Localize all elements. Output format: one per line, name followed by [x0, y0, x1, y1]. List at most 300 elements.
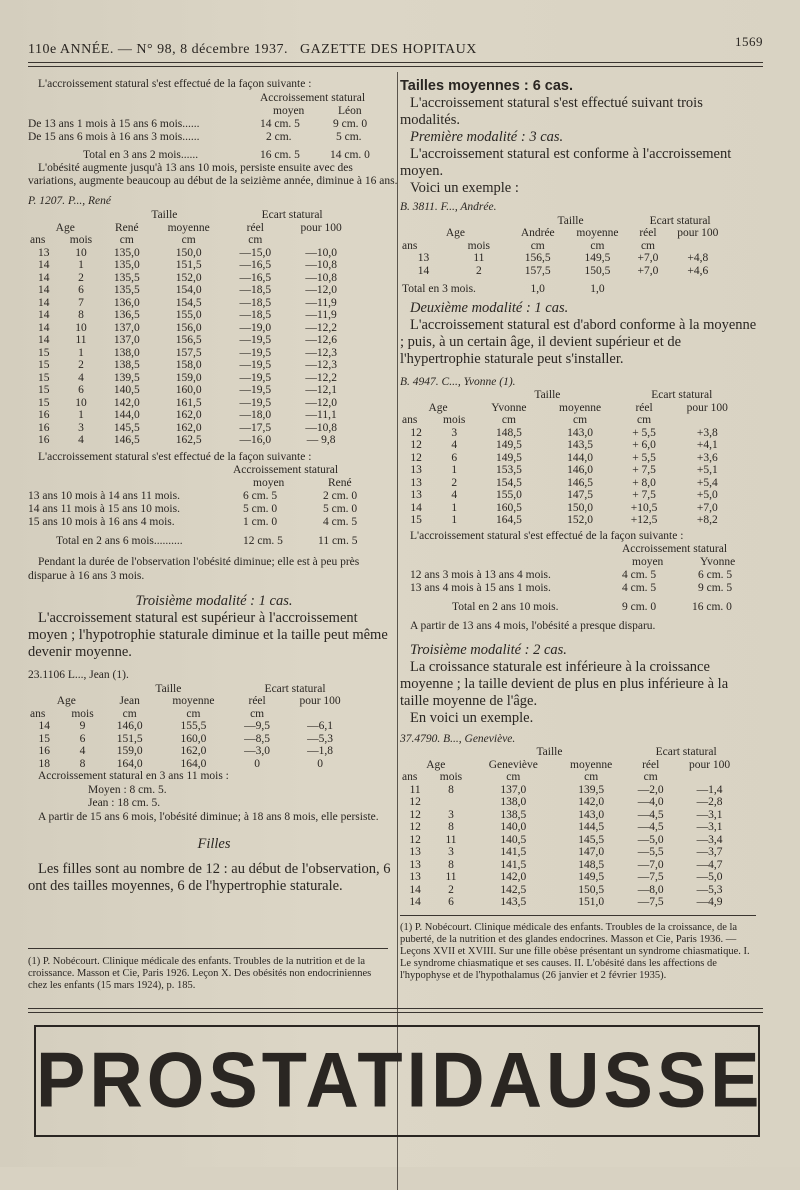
table-cell: —18,5	[239, 296, 272, 309]
table-cell: 137,0	[500, 783, 527, 796]
table-header: pour 100	[688, 758, 731, 771]
table-cell: 2 cm. 0	[323, 490, 358, 502]
section-title: Première modalité : 3 cas.	[410, 129, 564, 145]
table-row	[400, 477, 745, 490]
table-cell: —18,5	[239, 309, 272, 321]
table-cell: 1	[78, 409, 84, 421]
table-total: 1,0	[530, 283, 545, 295]
table-cell: —3,0	[244, 745, 271, 757]
table-cell: 12	[409, 796, 421, 808]
table-cell: 157,5	[524, 264, 551, 277]
table-row	[28, 372, 358, 385]
table-cell: —3,1	[696, 821, 723, 833]
table-header: réel	[246, 221, 264, 234]
obesity-note: A partir de 13 ans 4 mois, l'obésité a presque disparu.	[410, 620, 656, 632]
table-header: moyenne	[559, 401, 602, 414]
table-cell: 146,5	[113, 434, 140, 446]
table-cell: 155,5	[180, 720, 207, 732]
table-row	[400, 796, 745, 809]
case-id: B. 4947. C..., Yvonne (1).	[400, 375, 516, 388]
table-cell: —19,5	[239, 371, 272, 384]
table-cell: —12,0	[305, 396, 337, 409]
table-cell: 11	[445, 833, 457, 846]
table-cell: —5,3	[696, 883, 723, 896]
growth-summary: Moyen : 8 cm. 5.	[88, 783, 167, 796]
table-cell: —16,5	[239, 271, 272, 284]
growth-table-yvonne	[400, 543, 760, 614]
table-cell: 15	[38, 384, 50, 396]
table-cell: 14	[409, 883, 421, 896]
table-cell: —8,0	[637, 883, 664, 896]
table-cell: 13	[38, 246, 50, 259]
table-cell: 2	[475, 264, 482, 277]
table-cell: 6	[451, 451, 458, 464]
table-cell: 141,5	[500, 858, 527, 871]
table-header: Age	[426, 758, 446, 771]
table-cell: 139,5	[578, 783, 605, 796]
table-header: pour 100	[677, 227, 719, 239]
table-cell: 154,0	[175, 284, 202, 296]
table-cell: 135,0	[113, 246, 140, 259]
table-cell: 11	[75, 334, 87, 346]
table-header: Taille	[155, 682, 182, 695]
table-cell: —4,5	[637, 821, 664, 833]
table-cell: 143,0	[578, 808, 605, 821]
table-cell: —15,0	[239, 246, 272, 259]
table-cell: 2	[451, 476, 458, 489]
table-cell: 149,5	[495, 439, 522, 451]
table-cell: 15	[38, 396, 50, 409]
table-cell: 136,0	[113, 296, 140, 309]
table-cell: —17,5	[239, 421, 272, 434]
table-total: 9 cm. 0	[622, 601, 657, 613]
table-cell: 13	[410, 489, 422, 501]
table-cell: 8	[448, 858, 454, 871]
table-total: Total en 2 ans 10 mois.	[452, 601, 559, 613]
table-cell: 13 ans 4 mois à 15 ans 1 mois.	[410, 582, 551, 594]
table-cell: 16	[38, 409, 50, 421]
obesity-note: L'obésité augmente jusqu'à 13 ans 10 mois, persiste ensuite avec des variations, augmente beaucoup au début de la seizième année, diminue à 16 ans.	[28, 161, 398, 187]
table-cell: 145,5	[113, 421, 140, 434]
table-header: cm	[186, 707, 201, 720]
table-cell: 15	[410, 514, 422, 526]
table-cell: 6 cm. 5	[243, 490, 278, 502]
table-cell: 153,5	[495, 464, 522, 476]
table-row	[400, 809, 745, 822]
table-cell: —10,8	[305, 421, 337, 434]
header-issue: 110e ANNÉE. — N° 98, 8 décembre 1937.	[28, 42, 288, 57]
table-cell: 14	[38, 296, 50, 309]
table-cell: 149,5	[495, 451, 522, 464]
table-header: cm	[250, 707, 265, 720]
table-cell: —12,3	[305, 346, 337, 359]
table-cell: —7,0	[637, 858, 664, 871]
table-cell: —10,8	[305, 259, 337, 271]
table-header: Yvonne	[491, 401, 527, 414]
table-cell: —16,0	[239, 434, 272, 446]
table-header: René	[114, 221, 139, 234]
table-row	[400, 265, 730, 278]
table-row	[400, 252, 730, 265]
table-header: ans	[402, 414, 418, 426]
section-text: L'accroissement statural est d'abord conforme à la moyenne ; puis, à un certain âge, il devient supérieur et de l'hypertrophie staturale peut s'installer.	[400, 316, 757, 367]
table-header: Ecart statural	[655, 746, 717, 758]
table-cell: 140,5	[500, 833, 527, 846]
table-row	[400, 784, 745, 797]
table-cell: —2,8	[696, 796, 723, 808]
table-cell: +7,0	[637, 264, 659, 277]
table-header: ans	[30, 707, 46, 720]
table-cell: 14	[38, 321, 50, 334]
table-header: Ecart statural	[649, 214, 711, 227]
table-cell: 147,0	[578, 846, 605, 858]
ad-rule-2	[28, 1012, 763, 1013]
table-cell: 146,0	[116, 720, 143, 732]
section-title: Troisième modalité : 1 cas.	[135, 593, 293, 609]
table-cell: +7,0	[696, 501, 718, 514]
table-row	[400, 502, 745, 515]
table-cell: 5 cm. 0	[323, 503, 358, 515]
table-cell: +10,5	[630, 501, 658, 514]
page-header	[28, 34, 763, 60]
table-cell: —16,5	[239, 259, 272, 271]
footnote-rule	[400, 915, 756, 916]
table-cell: 14	[410, 501, 422, 514]
table-cell: —6,1	[307, 720, 334, 732]
table-cell: 162,0	[175, 421, 202, 434]
intro-text: L'accroissement statural s'est effectué de la façon suivante :	[38, 450, 312, 463]
case-table-andree	[400, 215, 730, 296]
table-header: Jean	[119, 695, 140, 707]
table-cell: 1 cm. 0	[243, 516, 278, 528]
table-cell: —12,1	[305, 384, 337, 396]
table-cell: 156,5	[175, 334, 202, 346]
table-header: Age	[428, 401, 448, 414]
table-cell: 140,5	[113, 384, 140, 396]
table-header: Taille	[536, 746, 563, 758]
table-row	[28, 745, 358, 758]
table-cell: 137,0	[113, 321, 140, 334]
table-cell: 8	[78, 309, 84, 321]
table-row	[28, 359, 358, 372]
section-text: L'accroissement statural est supérieur à l'accroissement moyen ; l'hypotrophie staturale diminue et la taille peut même devenir moyenne.	[28, 610, 388, 660]
table-cell: 15	[38, 732, 50, 745]
table-cell: 154,5	[175, 296, 202, 309]
table-cell: 138,0	[113, 346, 140, 359]
table-cell: —4,5	[637, 808, 664, 821]
table-cell: —1,8	[307, 745, 334, 757]
table-cell: 9 cm. 0	[333, 117, 368, 130]
table-cell: 4	[451, 439, 458, 451]
table-row	[400, 514, 745, 527]
table-cell: 14	[38, 334, 50, 346]
table-cell: 13	[410, 464, 422, 476]
table-header: moyen	[253, 477, 285, 489]
table-cell: 12	[410, 439, 422, 451]
table-header: cm	[637, 414, 652, 426]
table-cell: —11,9	[305, 309, 337, 321]
table-cell: 14	[38, 720, 50, 732]
table-cell: 12	[409, 833, 421, 846]
table-cell: 135,5	[113, 284, 140, 296]
table-cell: 14	[409, 896, 421, 908]
table-header: Taille	[557, 214, 584, 227]
ad-rule	[28, 1008, 763, 1009]
table-cell: 157,5	[175, 346, 202, 359]
table-cell: 149,5	[578, 871, 605, 883]
table-row	[28, 259, 358, 272]
table-header: cm	[122, 707, 137, 720]
table-cell: 11	[409, 783, 421, 796]
table-header: mois	[439, 771, 463, 783]
table-header: moyenne	[570, 758, 613, 771]
table-header: réel	[635, 401, 653, 414]
table-cell: 10	[75, 246, 87, 259]
table-cell: 160,0	[180, 732, 207, 745]
table-row	[28, 272, 358, 285]
header-rule-2	[28, 66, 763, 67]
table-cell: 6	[78, 284, 84, 296]
right-column	[400, 78, 760, 909]
table-cell: De 15 ans 6 mois à 16 ans 3 mois......	[28, 130, 200, 143]
table-row	[400, 896, 745, 909]
table-header: moyen	[273, 104, 305, 117]
table-cell: 142,0	[578, 796, 605, 808]
table-cell: 16	[38, 434, 50, 446]
table-row	[400, 439, 745, 452]
table-cell: 14	[38, 309, 50, 321]
table-cell: 2	[78, 271, 84, 284]
table-cell: 137,0	[113, 334, 140, 346]
table-cell: —3,7	[696, 846, 723, 858]
table-header: cm	[530, 239, 545, 252]
table-header: mois	[443, 414, 466, 426]
table-cell: +5,1	[696, 464, 718, 476]
table-total: Total en 3 ans 2 mois......	[83, 148, 199, 161]
table-cell: 148,5	[578, 858, 605, 871]
table-cell: 149,5	[584, 252, 611, 264]
growth-summary: Jean : 18 cm. 5.	[88, 797, 161, 809]
table-header: Geneviève	[488, 758, 538, 771]
table-cell: 151,0	[578, 896, 605, 908]
table-cell: —11,1	[305, 409, 337, 421]
table-cell: 164,5	[495, 514, 522, 526]
table-cell: 11	[445, 871, 457, 883]
table-row	[400, 464, 745, 477]
table-cell: + 5,5	[632, 451, 656, 464]
table-header: mois	[71, 707, 94, 720]
table-cell: —5,3	[307, 732, 334, 745]
table-cell: —5,5	[637, 846, 664, 858]
table-row	[28, 334, 358, 347]
table-row	[400, 871, 745, 884]
table-total: 14 cm. 0	[330, 148, 370, 161]
table-header: ans	[30, 234, 46, 246]
table-header: ans	[402, 771, 418, 783]
table-cell: 9 cm. 5	[698, 582, 733, 594]
table-row	[28, 434, 358, 447]
table-cell: 9	[79, 720, 86, 732]
table-header: réel	[642, 758, 660, 771]
table-cell: 156,5	[524, 252, 551, 264]
table-cell: 161,5	[175, 396, 202, 409]
table-cell: 3	[448, 808, 454, 821]
table-row	[28, 733, 358, 746]
footnote: (1) P. Nobécourt. Clinique médicale des enfants. Troubles de la nutrition et de la croissance. Masson et Cie, Paris 1926. Leçon X. Des obésités non endocriniennes chez les enfants (15 mars 1924), p. 185.	[28, 956, 372, 991]
table-cell: +8,2	[696, 514, 718, 526]
table-cell: —4,9	[696, 896, 723, 908]
table-cell: 4 cm. 5	[323, 516, 358, 528]
table-cell: —12,0	[305, 284, 337, 296]
table-row	[400, 452, 745, 465]
table-cell: —3,1	[696, 808, 723, 821]
table-cell: —19,5	[239, 334, 272, 346]
table-cell: 14	[38, 259, 50, 271]
table-cell: +3,6	[696, 451, 718, 464]
table-cell: —12,3	[305, 359, 337, 371]
table-cell: 14 cm. 5	[260, 117, 300, 130]
table-cell: 156,0	[175, 321, 202, 334]
table-cell: 147,5	[567, 489, 594, 501]
table-cell: 151,5	[116, 732, 143, 745]
table-cell: 6	[79, 732, 86, 745]
table-cell: 139,5	[113, 371, 140, 384]
table-cell: 4 cm. 5	[622, 569, 657, 581]
table-cell: 142,0	[113, 396, 140, 409]
table-row	[28, 322, 358, 335]
table-cell: — 9,8	[306, 434, 336, 446]
table-cell: 14	[38, 284, 50, 296]
obesity-note: Pendant la durée de l'observation l'obésité diminue; elle est à peu près disparue à 16 ans 3 mois.	[28, 556, 360, 582]
table-cell: —11,9	[305, 296, 337, 309]
table-cell: 5 cm. 0	[243, 503, 278, 515]
table-cell: 152,0	[175, 271, 202, 284]
table-cell: 2 cm.	[266, 130, 292, 143]
table-cell	[430, 796, 471, 809]
section-text: En voici un exemple.	[410, 709, 534, 726]
section-title: Filles	[197, 836, 231, 852]
table-cell: 164,0	[116, 757, 143, 770]
table-cell: 5 cm.	[336, 130, 362, 143]
table-cell: 138,5	[500, 808, 527, 821]
intro-text: L'accroissement statural s'est effectué de la façon suivante :	[38, 78, 312, 90]
table-cell: —7,5	[637, 896, 664, 908]
table-cell: 8	[448, 821, 454, 833]
table-cell: 143,0	[567, 426, 594, 439]
table-cell: + 6,0	[632, 439, 656, 451]
table-cell: 13	[409, 846, 421, 858]
table-cell: 14	[38, 271, 50, 284]
table-cell: 10	[75, 396, 87, 409]
table-header: moyenne	[172, 695, 215, 707]
table-header: cm	[590, 239, 605, 252]
table-cell: 6	[78, 384, 84, 396]
table-cell: —7,5	[637, 871, 664, 883]
table-cell: 159,0	[116, 745, 143, 757]
table-cell: —10,8	[305, 271, 337, 284]
table-header: cm	[640, 239, 655, 252]
table-cell: —19,5	[239, 396, 272, 409]
table-cell: 8	[79, 757, 86, 770]
table-cell: 138,5	[113, 359, 140, 371]
table-header: ans	[402, 239, 418, 252]
table-cell: 6	[448, 896, 454, 908]
case-id: 37.4790. B..., Geneviève.	[400, 732, 516, 745]
table-cell: 158,0	[175, 359, 202, 371]
table-header: moyenne	[576, 227, 619, 239]
table-cell: 1	[451, 514, 458, 526]
table-cell: 18	[38, 757, 50, 770]
table-cell: —12,2	[305, 321, 337, 334]
case-id: P. 1207. P..., René	[28, 194, 111, 207]
table-cell: 143,5	[500, 896, 527, 908]
table-total: Total en 2 ans 6 mois..........	[56, 535, 183, 547]
table-row	[28, 384, 358, 397]
table-row	[28, 409, 358, 422]
table-cell: 4	[78, 434, 84, 446]
section-title: Tailles moyennes : 6 cas.	[400, 78, 574, 94]
table-cell: +4,8	[687, 252, 709, 264]
table-cell: 148,5	[495, 426, 522, 439]
table-cell: —2,0	[637, 783, 664, 796]
case-id: B. 3811. F..., Andrée.	[400, 201, 497, 213]
table-cell: 135,5	[113, 271, 140, 284]
table-header: réel	[248, 695, 266, 707]
table-cell: 13	[409, 858, 421, 871]
table-cell: 2	[448, 883, 454, 896]
table-cell: 150,5	[578, 883, 605, 896]
table-cell: 143,5	[567, 439, 594, 451]
case-table-jean	[28, 683, 358, 771]
table-cell: 150,0	[175, 246, 202, 259]
table-cell: 1	[78, 346, 84, 359]
table-cell: 15	[38, 371, 50, 384]
table-cell: —19,5	[239, 346, 272, 359]
table-cell: +3,8	[696, 426, 718, 439]
table-cell: +12,5	[630, 514, 658, 526]
case-id: 23.1106 L..., Jean (1).	[28, 669, 129, 681]
table-cell: + 8,0	[632, 476, 656, 489]
table-cell: —18,5	[239, 284, 272, 296]
table-header: cm	[501, 414, 516, 426]
table-cell: 142,5	[500, 883, 527, 896]
section-text: Voici un exemple :	[410, 180, 519, 196]
table-cell: 15 ans 10 mois à 16 ans 4 mois.	[28, 516, 175, 528]
section-text: La croissance staturale est inférieure à la croissance moyenne ; la taille devient de plus en plus inférieure à la taille moyenne de l'âge.	[400, 658, 729, 709]
page-number: 1569	[735, 34, 763, 49]
table-row	[28, 720, 358, 733]
table-cell: 6 cm. 5	[698, 569, 733, 581]
section-text: L'accroissement statural est conforme à l'accroissement moyen.	[400, 146, 732, 179]
table-cell: 142,0	[500, 871, 527, 883]
table-cell: 160,5	[495, 501, 522, 514]
table-row	[400, 859, 745, 872]
table-row	[28, 422, 358, 435]
table-cell: 135,0	[113, 259, 140, 271]
table-cell: 13	[410, 476, 422, 489]
table-header: moyenne	[167, 221, 210, 234]
table-cell: 145,5	[578, 833, 605, 846]
table-header: Ecart statural	[264, 682, 326, 695]
table-cell: 1	[78, 259, 84, 271]
ad-brand-text: PROSTATIDAUSSE	[36, 1035, 764, 1124]
case-table-rene	[28, 209, 358, 447]
table-header: réel	[639, 227, 657, 239]
table-row	[400, 821, 745, 834]
table-cell: —1,4	[696, 783, 723, 796]
footnote: (1) P. Nobécourt. Clinique médicale des enfants. Troubles de la croissance, de la puberté, de la nutrition et des glandes endocrines. Masson et Cie, Paris 1936. — Leçons XVII et XVIII. Sur une fille obèse présentant un syndrome chiasmatique. I. Le syndrome chiasmatique et ses causes. II. L'obésité dans les affections de l'hypophyse et de l'hypothalamus (26 janvier et 2 février 1935).	[400, 922, 750, 981]
table-cell: 3	[78, 421, 84, 434]
